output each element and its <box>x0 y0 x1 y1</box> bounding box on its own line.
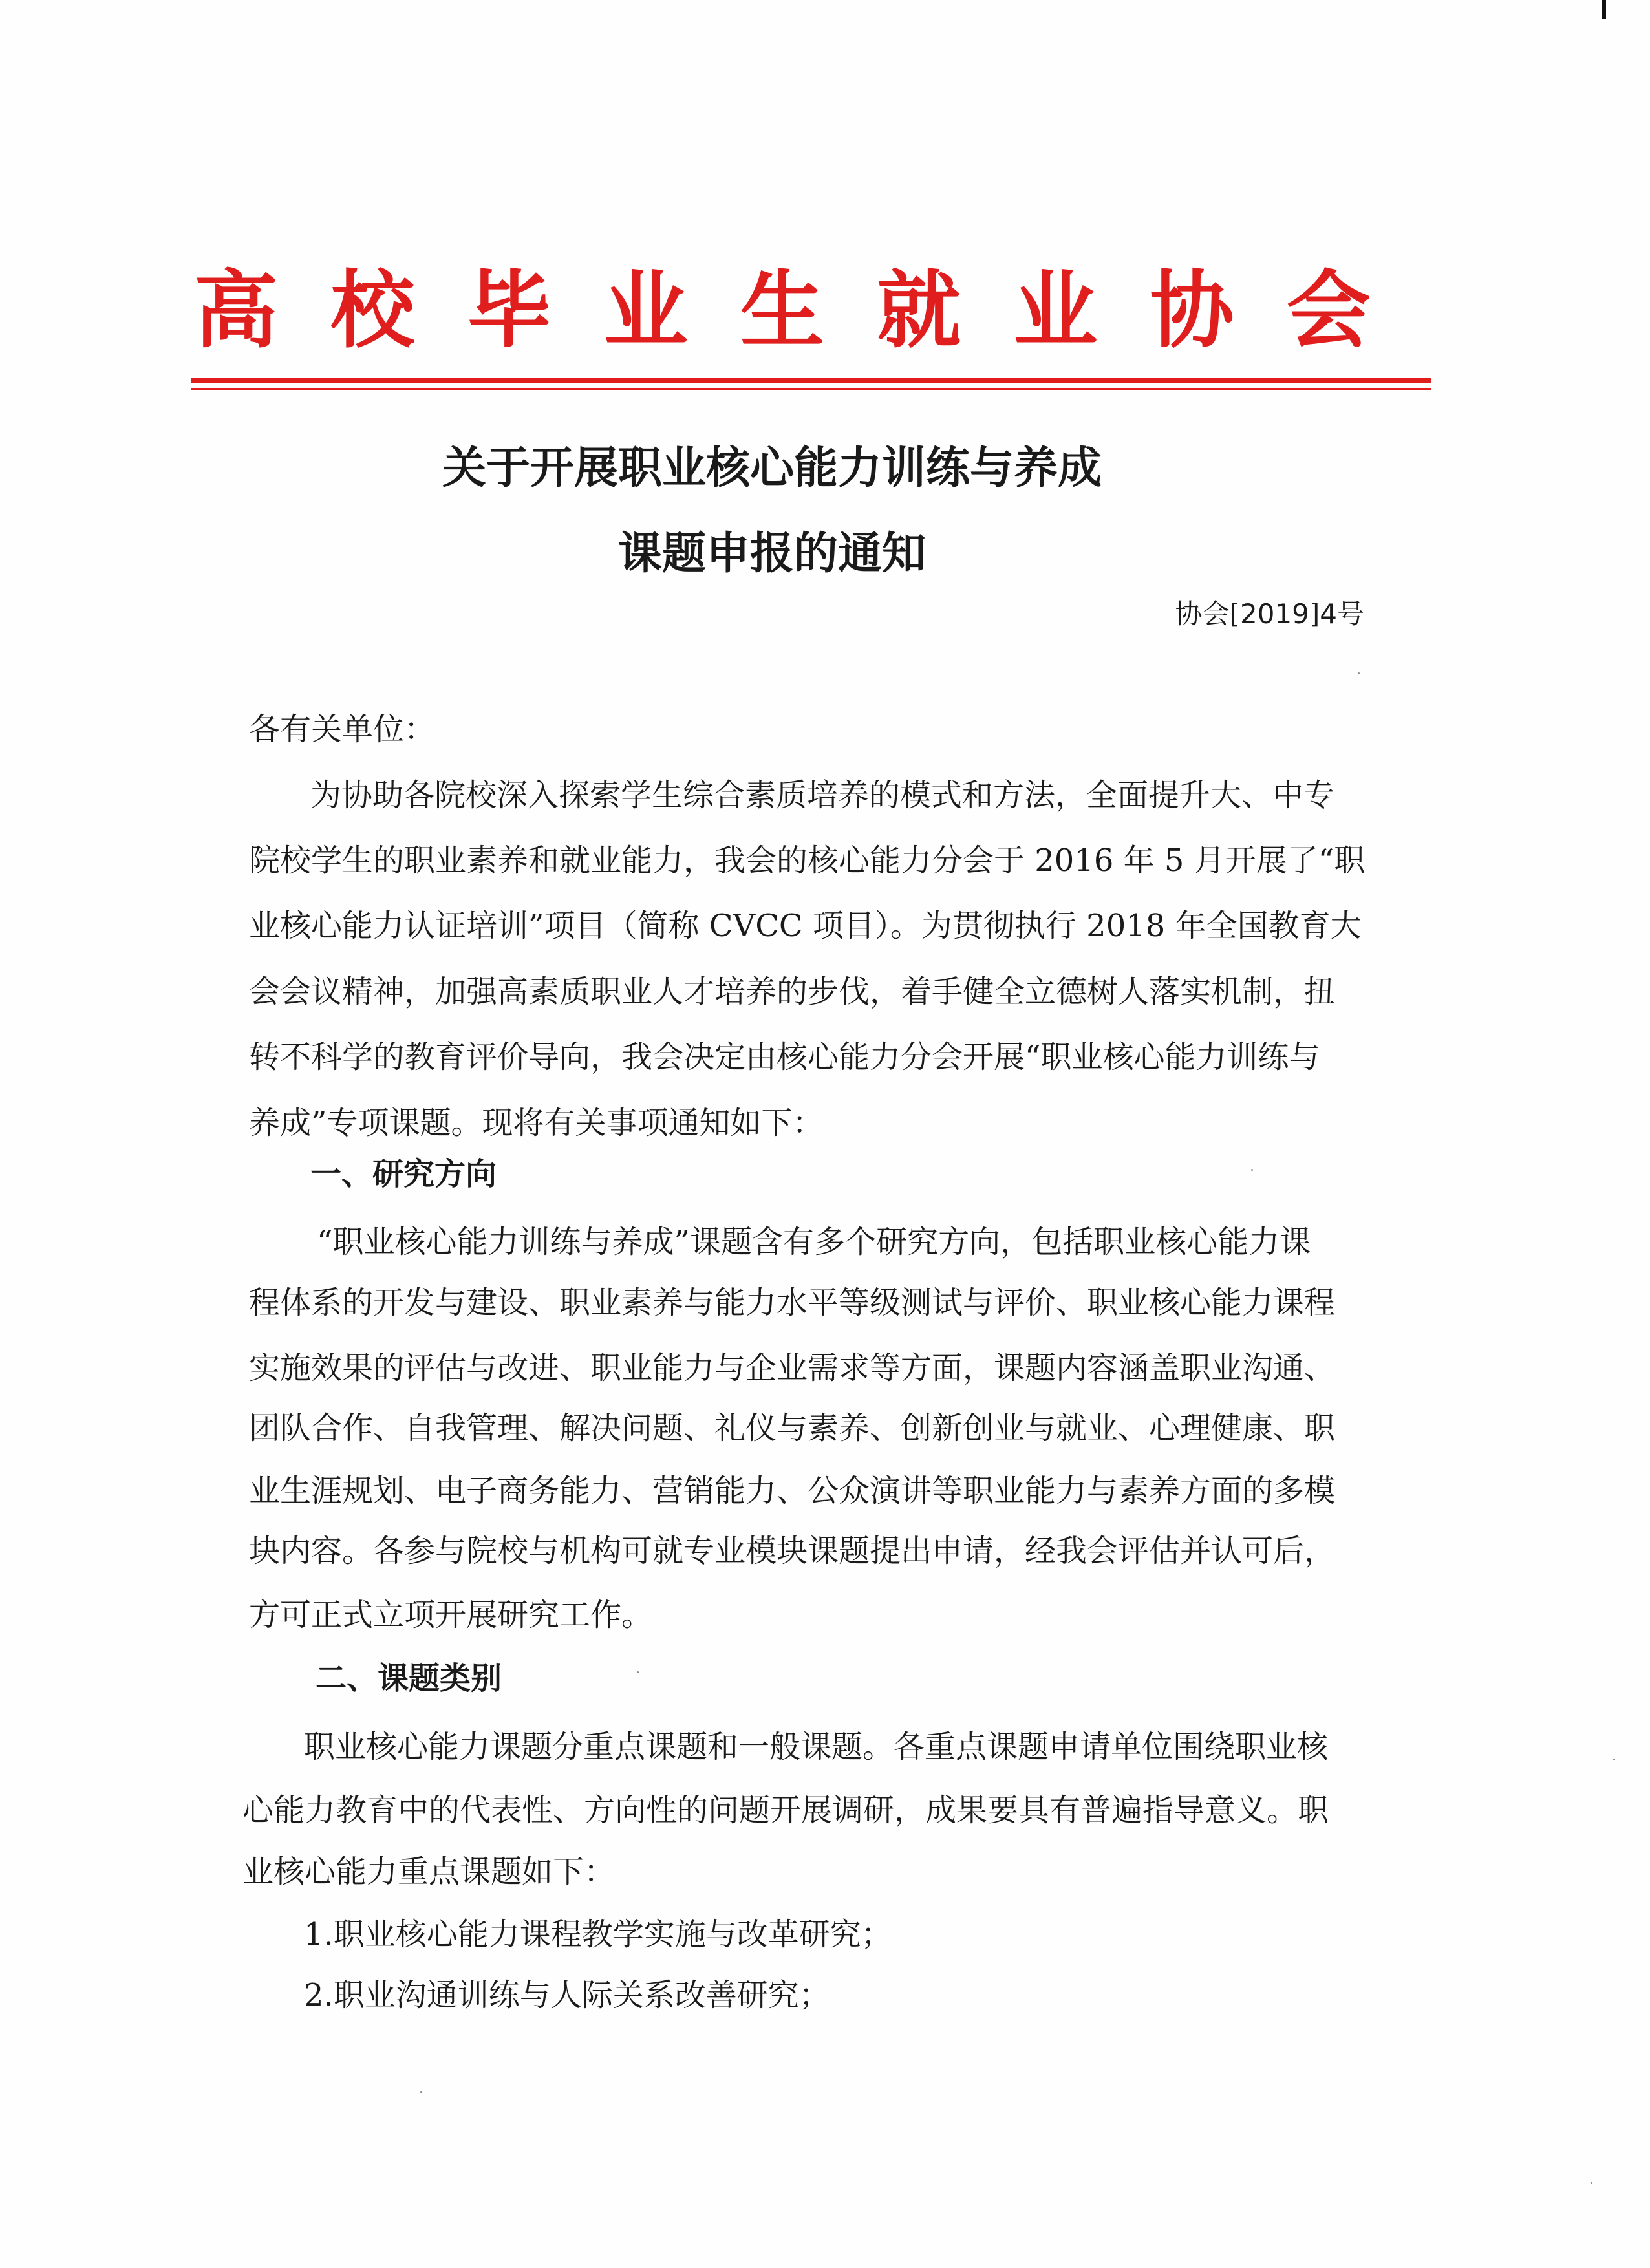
section1-line: 业生涯规划、电子商务能力、营销能力、公众演讲等职业能力与素养方面的多模 <box>249 1473 1336 1509</box>
document-title-line-2: 课题申报的通知 <box>617 528 926 579</box>
org-char: 高 <box>194 261 279 359</box>
scan-speck <box>1613 1759 1615 1760</box>
intro-line: 为协助各院校深入探索学生综合素质培养的模式和方法，全面提升大、中专 <box>310 777 1335 813</box>
org-char: 会 <box>1286 261 1371 359</box>
org-char: 生 <box>740 261 824 359</box>
section2-line: 职业核心能力课题分重点课题和一般课题。各重点课题申请单位围绕职业核 <box>304 1729 1329 1765</box>
section1-line: 块内容。各参与院校与机构可就专业模块课题提出申请，经我会评估并认可后， <box>249 1533 1336 1569</box>
header-red-rule <box>191 378 1431 383</box>
section2-list-item: 1.职业核心能力课程教学实施与改革研究； <box>304 1916 892 1952</box>
section2-list-item: 2.职业沟通训练与人际关系改善研究； <box>304 1977 830 2013</box>
header-red-rule-thin <box>191 388 1431 390</box>
organization-header <box>194 259 1371 362</box>
scan-speck <box>637 1671 639 1673</box>
section1-line: 团队合作、自我管理、解决问题、礼仪与素养、创新创业与就业、心理健康、职 <box>249 1410 1336 1446</box>
org-char: 业 <box>603 261 688 359</box>
section2-line: 业核心能力重点课题如下： <box>242 1854 616 1890</box>
org-char: 校 <box>330 261 415 359</box>
scan-speck <box>1251 1169 1253 1171</box>
scan-speck <box>420 2091 422 2093</box>
section1-line: 实施效果的评估与改进、职业能力与企业需求等方面，课题内容涵盖职业沟通、 <box>249 1350 1336 1386</box>
document-title-line-1: 关于开展职业核心能力训练与养成 <box>442 443 1102 494</box>
scan-speck <box>1591 2182 1592 2184</box>
scan-speck <box>1358 672 1360 674</box>
section2-line: 心能力教育中的代表性、方向性的问题开展调研，成果要具有普遍指导意义。职 <box>242 1792 1329 1828</box>
org-char: 毕 <box>467 261 552 359</box>
intro-line: 业核心能力认证培训”项目（简称 CVCC 项目）。为贯彻执行 2018 年全国教育大 <box>249 908 1362 944</box>
section-heading-topic-category: 二、课题类别 <box>316 1660 502 1696</box>
document-number: 协会[2019]4号 <box>1175 598 1364 630</box>
scan-edge-mark <box>1602 0 1606 19</box>
org-char: 协 <box>1150 261 1234 359</box>
org-char: 就 <box>877 261 961 359</box>
intro-line: 院校学生的职业素养和就业能力，我会的核心能力分会于 2016 年 5 月开展了“职 <box>249 842 1366 879</box>
intro-line: 养成”专项课题。现将有关事项通知如下： <box>249 1105 824 1141</box>
section1-line: 程体系的开发与建设、职业素养与能力水平等级测试与评价、职业核心能力课程 <box>249 1285 1336 1321</box>
intro-line: 转不科学的教育评价导向，我会决定由核心能力分会开展“职业核心能力训练与 <box>249 1039 1320 1075</box>
intro-line: 会会议精神，加强高素质职业人才培养的步伐，着手健全立德树人落实机制，扭 <box>249 974 1336 1010</box>
section1-line: “职业核心能力训练与养成”课题含有多个研究方向，包括职业核心能力课 <box>317 1224 1311 1260</box>
salutation: 各有关单位： <box>249 711 436 747</box>
section1-line: 方可正式立项开展研究工作。 <box>249 1597 653 1633</box>
section-heading-research-direction: 一、研究方向 <box>310 1156 497 1192</box>
org-char: 业 <box>1013 261 1098 359</box>
